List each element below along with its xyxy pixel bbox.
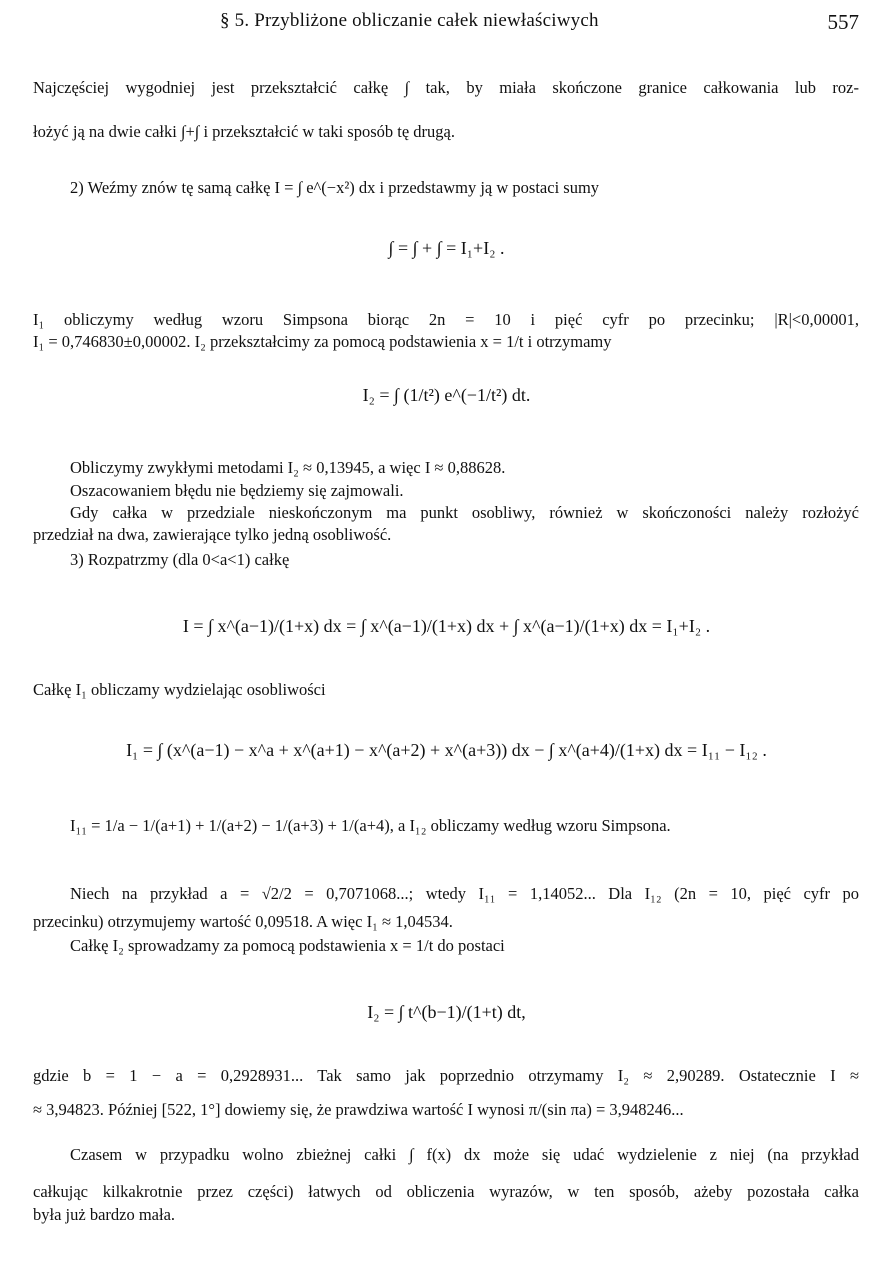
text-line: Całkę I₂ sprowadzamy za pomocą podstawienia x = 1/t do postaci [70,936,505,955]
text-line: I₁ = 0,746830±0,00002. I₂ przekształcimy za pomocą podstawienia x = 1/t i otrzymamy [33,332,612,351]
text-line: łożyć ją na dwie całki ∫+∫ i przekształcić w taki sposób tę drugą. [33,122,455,141]
text-line: przedział na dwa, zawierające tylko jedną osobliwość. [33,525,392,544]
equation-i11: I₁₁ = 1/a − 1/(a+1) + 1/(a+2) − 1/(a+3) + 1/(a+4), a I₁₂ obliczamy według wzoru Simpsona. [70,816,671,835]
text-line: Najczęściej wygodniej jest przekształcić całkę ∫ tak, by miała skończone granice całkowania lub roz- [33,78,859,97]
text-line: Obliczymy zwykłymi metodami I₂ ≈ 0,13945, a więc I ≈ 0,88628. [70,458,506,477]
text-line: ≈ 3,94823. Później [522, 1°] dowiemy się, że prawdziwa wartość I wynosi π/(sin πa) = 3,948246... [33,1100,684,1119]
text-line: Gdy całka w przedziale nieskończonym ma punkt osobliwy, również w skończoności należy rozłożyć [70,503,859,522]
text-line: 3) Rozpatrzmy (dla 0<a<1) całkę [70,550,290,569]
text-line: gdzie b = 1 − a = 0,2928931... Tak samo jak poprzednio otrzymamy I₂ ≈ 2,90289. Ostatecznie I ≈ [33,1066,859,1085]
equation-sum-split: ∫ = ∫ + ∫ = I₁+I₂ . [388,238,505,258]
text-line: Całkę I₁ obliczamy wydzielając osobliwości [33,680,326,699]
text-line: była już bardzo mała. [33,1205,176,1224]
text-line: Oszacowaniem błędu nie będziemy się zajmowali. [70,481,404,500]
equation-i2-form: I₂ = ∫ t^(b−1)/(1+t) dt, [367,1002,526,1022]
text-line: I₁ obliczymy według wzoru Simpsona biorąc 2n = 10 i pięć cyfr po przecinku; |R|<0,00001, [33,310,859,329]
page-number: 557 [827,10,859,34]
equation-i1-singularities: I₁ = ∫ (x^(a−1) − x^a + x^(a+1) − x^(a+2) + x^(a+3)) dx − ∫ x^(a+4)/(1+x) dx = I₁₁ − I₁₂ . [126,740,767,760]
equation-i2-substitution: I₂ = ∫ (1/t²) e^(−1/t²) dt. [362,385,531,405]
text-line: Niech na przykład a = √2/2 = 0,7071068...; wtedy I₁₁ = 1,14052... Dla I₁₂ (2n = 10, pięć cyfr po [70,884,859,903]
equation-integral-split: I = ∫ x^(a−1)/(1+x) dx = ∫ x^(a−1)/(1+x) dx + ∫ x^(a−1)/(1+x) dx = I₁+I₂ . [182,616,711,636]
text-line: całkując kilkakrotnie przez części) łatwych od obliczenia wyrazów, w ten sposób, ażeby pozostała całka [33,1182,859,1201]
text-line: przecinku) otrzymujemy wartość 0,09518. A więc I₁ ≈ 1,04534. [33,912,453,931]
section-title: § 5. Przybliżone obliczanie całek niewłaściwych [220,10,599,31]
text-line: 2) Weźmy znów tę samą całkę I = ∫ e^(−x²) dx i przedstawmy ją w postaci sumy [70,178,600,197]
running-header [0,10,893,34]
text-line: Czasem w przypadku wolno zbieżnej całki ∫ f(x) dx może się udać wydzielenie z niej (na przykład [70,1145,859,1164]
